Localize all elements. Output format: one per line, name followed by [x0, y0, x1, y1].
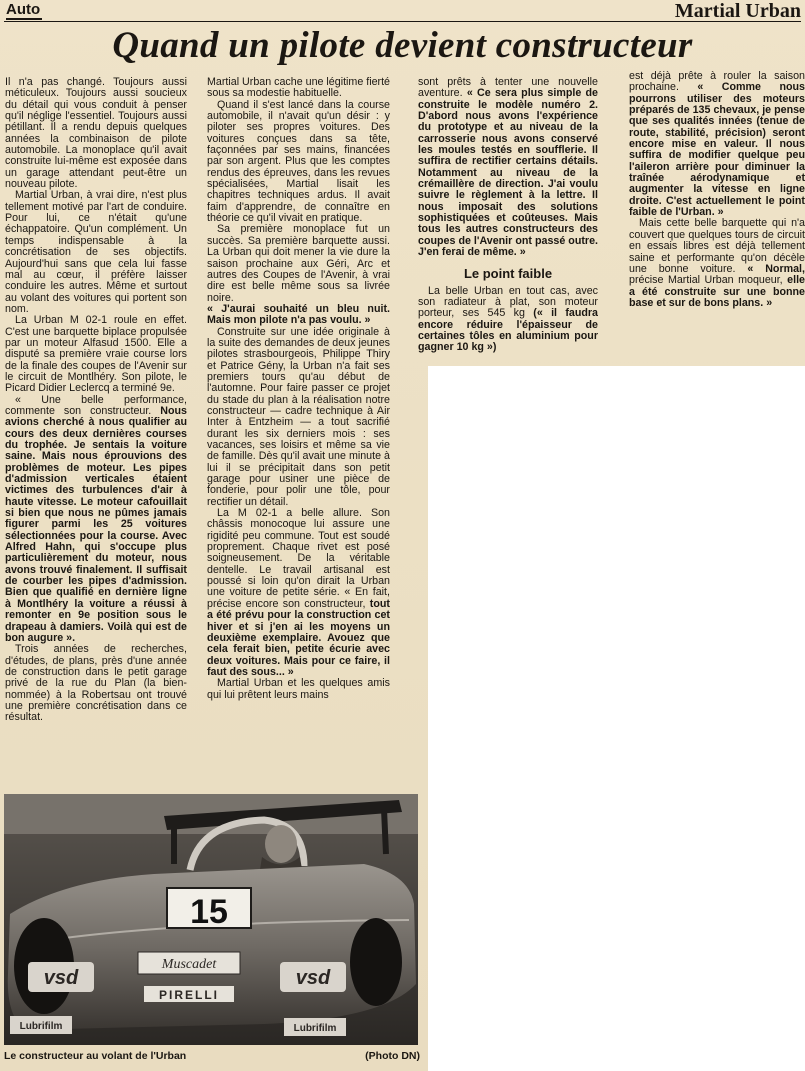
sponsor-side-right-label: Lubrifilm — [293, 1023, 337, 1034]
header-rule — [4, 21, 801, 22]
paragraph: Quand il s'est lancé dans la course automobile, il n'avait qu'un désir : y piloter ses propres voitures. Des voitures conçues dans sa tête, façonnées par ses mains, financées par son argent. Plus que les comptes rendus des épreuves, dans les revues spécialisées, Martial lisait les chapitres techniques ardus. Il avait faim d'apprendre, de connaître en théorie ce qu'il vivait en pratique. — [207, 98, 390, 225]
sponsor-center-label: Muscadet — [161, 957, 217, 972]
headline: Quand un pilote devient constructeur — [112, 25, 693, 66]
sponsor-panel-right — [280, 962, 346, 992]
paragraph: Martial Urban, à vrai dire, n'est plus tellement motivé par l'art de conduire. Pour lui, ce n'était qu'une échappatoire. Qu'un complément. Un temps indispensable à la concrétisation de ses objectifs. Aujourd'hui sans que cela lui fasse mal au cœur, il préfère laisser conduire les autres. Même et surtout au volant des voitures qui portent son nom. — [5, 189, 187, 315]
paragraph-text: Mais cette belle barquette qui n'a couvert que quelques tours de circuit en essais libres est déjà tellement saine et performante qu'on décèle une bonne voiture. — [629, 217, 805, 275]
race-car-illustration — [4, 794, 418, 1045]
article-column-2 — [207, 77, 390, 791]
sponsor-side-left-label: Lubrifilm — [19, 1021, 63, 1032]
paragraph — [629, 71, 805, 218]
article-column-1 — [5, 77, 187, 789]
quote: « J'aurai souhaité un bleu nuit. Mais mon pilote n'a pas voulu. » — [207, 302, 390, 327]
paragraph: La Urban M 02-1 roule en effet. C'est une barquette biplace propulsée par un moteur Alfasud 1500. Elle a disputé sa première vraie course lors de la finale des coupes de l'Avenir sur le circuit de Montlhéry. Son pilote, le Picard Didier Leclercq a terminé 9e. — [5, 314, 187, 395]
quote: « Ce sera plus simple de construite le modèle numéro 2. D'abord nous avons l'expérience du prototype et au niveau de la carrosserie nous avons conservé les moules testés en soufflerie. Il suffira de rectifier certains détails. Notamment au niveau de la crémaillère de direction. J'ai voulu suivre le règlement à la lettre. Il nous imposait des solutions sophistiquées et coûteuses. Mais tous les autres constructeurs des coupes de l'Avenir ont passé outre. J'en ferai de même. » — [418, 87, 598, 259]
quote: Nous avions cherché à nous qualifier au cours des deux dernières courses du trophée. Je sentais la voiture saine. Mais nous éprouvions des problèmes de moteur. Les pipes d'admission verticales étaient victimes des turbulences d'air à haute vitesse. Le moteur cafouillait si bien que nous ne pûmes jamais figurer parmi les 25 voitures sélectionnées pour la course. Avec Alfred Hahn, qui s'occupe plus particulièrement du moteur, nous avons trouvé finalement. Il suffisait de courber les pipes d'admission. Bien que qualifié en dernière ligne à Montlhéry la voiture a réussi à remonter en 9e position sous le drapeau à damiers. Voilà qui est de bon augure ». — [5, 404, 187, 644]
photo-caption — [4, 1050, 420, 1063]
caption-text: Le constructeur au volant de l'Urban — [4, 1050, 187, 1062]
sponsor-side-right — [284, 1018, 346, 1036]
paragraph-text: sont prêts à tenter une nouvelle aventure. — [418, 77, 598, 100]
paragraph: Martial Urban cache une légitime fierté sous sa modestie habituelle. — [207, 77, 390, 100]
race-car-photo — [4, 794, 418, 1045]
sponsor-panel-center — [138, 952, 240, 974]
paragraph: Sa première monoplace fut un succès. Sa première barquette aussi. La Urban qui doit mener la vie dure la saison prochaine aux Géri, Arc et autres des Coupes de l'Avenir, à vrai dire est belle même sous sa livrée noire. — [207, 223, 390, 304]
paragraph-text: La M 02-1 a belle allure. Son châssis monocoque lui assure une rigidité peu commune. Tout est soudé proprement. Chaque rivet est posé soigneusement. De la véritable dentelle. Le travail artisanal est poussé si loin qu'on dirait la Urban une voiture de petite série. — [207, 507, 390, 599]
article-column-4 — [629, 71, 805, 367]
paragraph — [207, 508, 390, 678]
subheading: Le point faible — [463, 265, 553, 281]
paragraph — [418, 77, 598, 259]
sponsor-panel-nose — [144, 986, 234, 1002]
quote: « Comme nous pourrons utiliser des moteurs préparés de 135 chevaux, je pense que ses qualités innées (tenue de route, stabilité, précision) seront encore mise en valeur. Il nous suffira de modifier quelque peu l'aileron arrière pour diminuer la traînée aérodynamique et augmenter la vitesse en ligne droite. C'est actuellement le point faible de l'Urban. » — [629, 81, 805, 219]
quote: elle a été construite sur une bonne base et sur de bons plans. » — [629, 274, 805, 309]
paragraph — [207, 304, 390, 327]
quote-intro: « Une belle performance, commente son constructeur. — [5, 393, 187, 417]
quote-intro: « En fait, précise encore son constructeur, — [207, 586, 390, 610]
section-label: Auto — [6, 1, 41, 18]
paragraph — [5, 395, 187, 645]
paragraph: Construite sur une idée originale à la suite des demandes de deux jeunes pilotes strasbourgeois, Philippe Thiry et Patrice Gény, la Urban n'a fait ses premiers tours qu'au début de l'automne. Pour faire passer ce projet du stade du plan à la réalisation notre constructeur — cadre technique à Air Inter à Entzheim — a tout sacrifié durant les six derniers mois : ses vacances, ses loisirs et même sa vie de famille. Dès qu'il avait une minute à lui il se précipitait dans son petit garage pour usiner une pièce de fonderie, pour polir une tôle, pour rectifier un détail. — [207, 325, 390, 508]
paragraph-text: est déjà prête à rouler la saison prochaine. — [629, 71, 805, 94]
sponsor-right-label: vsd — [295, 967, 331, 989]
race-number: 15 — [190, 893, 228, 931]
paragraph-text: précise Martial Urban moqueur, — [629, 274, 783, 287]
quote: tout a été prévu pour la construction cet hiver et si j'en ai les moyens un deuxième exemplaire. Avouez que cela ferait bien, petite écurie avec deux voitures. Mais pour ce faire, il faut des sous... » — [207, 597, 390, 678]
subject-name: Martial Urban — [674, 0, 801, 22]
photo-credit: (Photo DN) — [365, 1050, 420, 1062]
paragraph: Il n'a pas changé. Toujours aussi méticuleux. Toujours aussi soucieux du détail qui vous conduit à penser qu'il néglige l'essentiel. Toujours aussi pétillant. Il a rendu depuis quelques années la combinaison de pilote automobile. La monoplace qu'il avait construite lui-même est exposée dans un garage attendant peut-être un nouveau pilote. — [5, 77, 187, 191]
blank-area — [428, 366, 805, 1071]
sponsor-side-left — [10, 1016, 72, 1034]
paragraph — [418, 286, 598, 354]
quote: (« il faudra encore réduire l'épaisseur de certaines tôles en aluminium pour gagner 10 kg ») — [418, 307, 598, 354]
sponsor-panel-left — [28, 962, 94, 992]
sponsor-nose-label: PIRELLI — [158, 988, 220, 1002]
paragraph-text: La belle Urban en tout cas, avec son radiateur à plat, son moteur porteur, ses 545 kg — [418, 284, 598, 320]
paragraph — [629, 218, 805, 309]
paragraph: Trois années de recherches, d'études, de plans, près d'une année de construction dans le petit garage privé de la rue du Plan (la bien-nommée) à la Robertsau ont trouvé une première concrétisation dans ce résultat. — [5, 643, 187, 724]
quote-intro: « Normal, — [747, 262, 805, 275]
sponsor-left-label: vsd — [43, 967, 79, 989]
paragraph: Martial Urban et les quelques amis qui lui prêtent leurs mains — [207, 677, 390, 701]
